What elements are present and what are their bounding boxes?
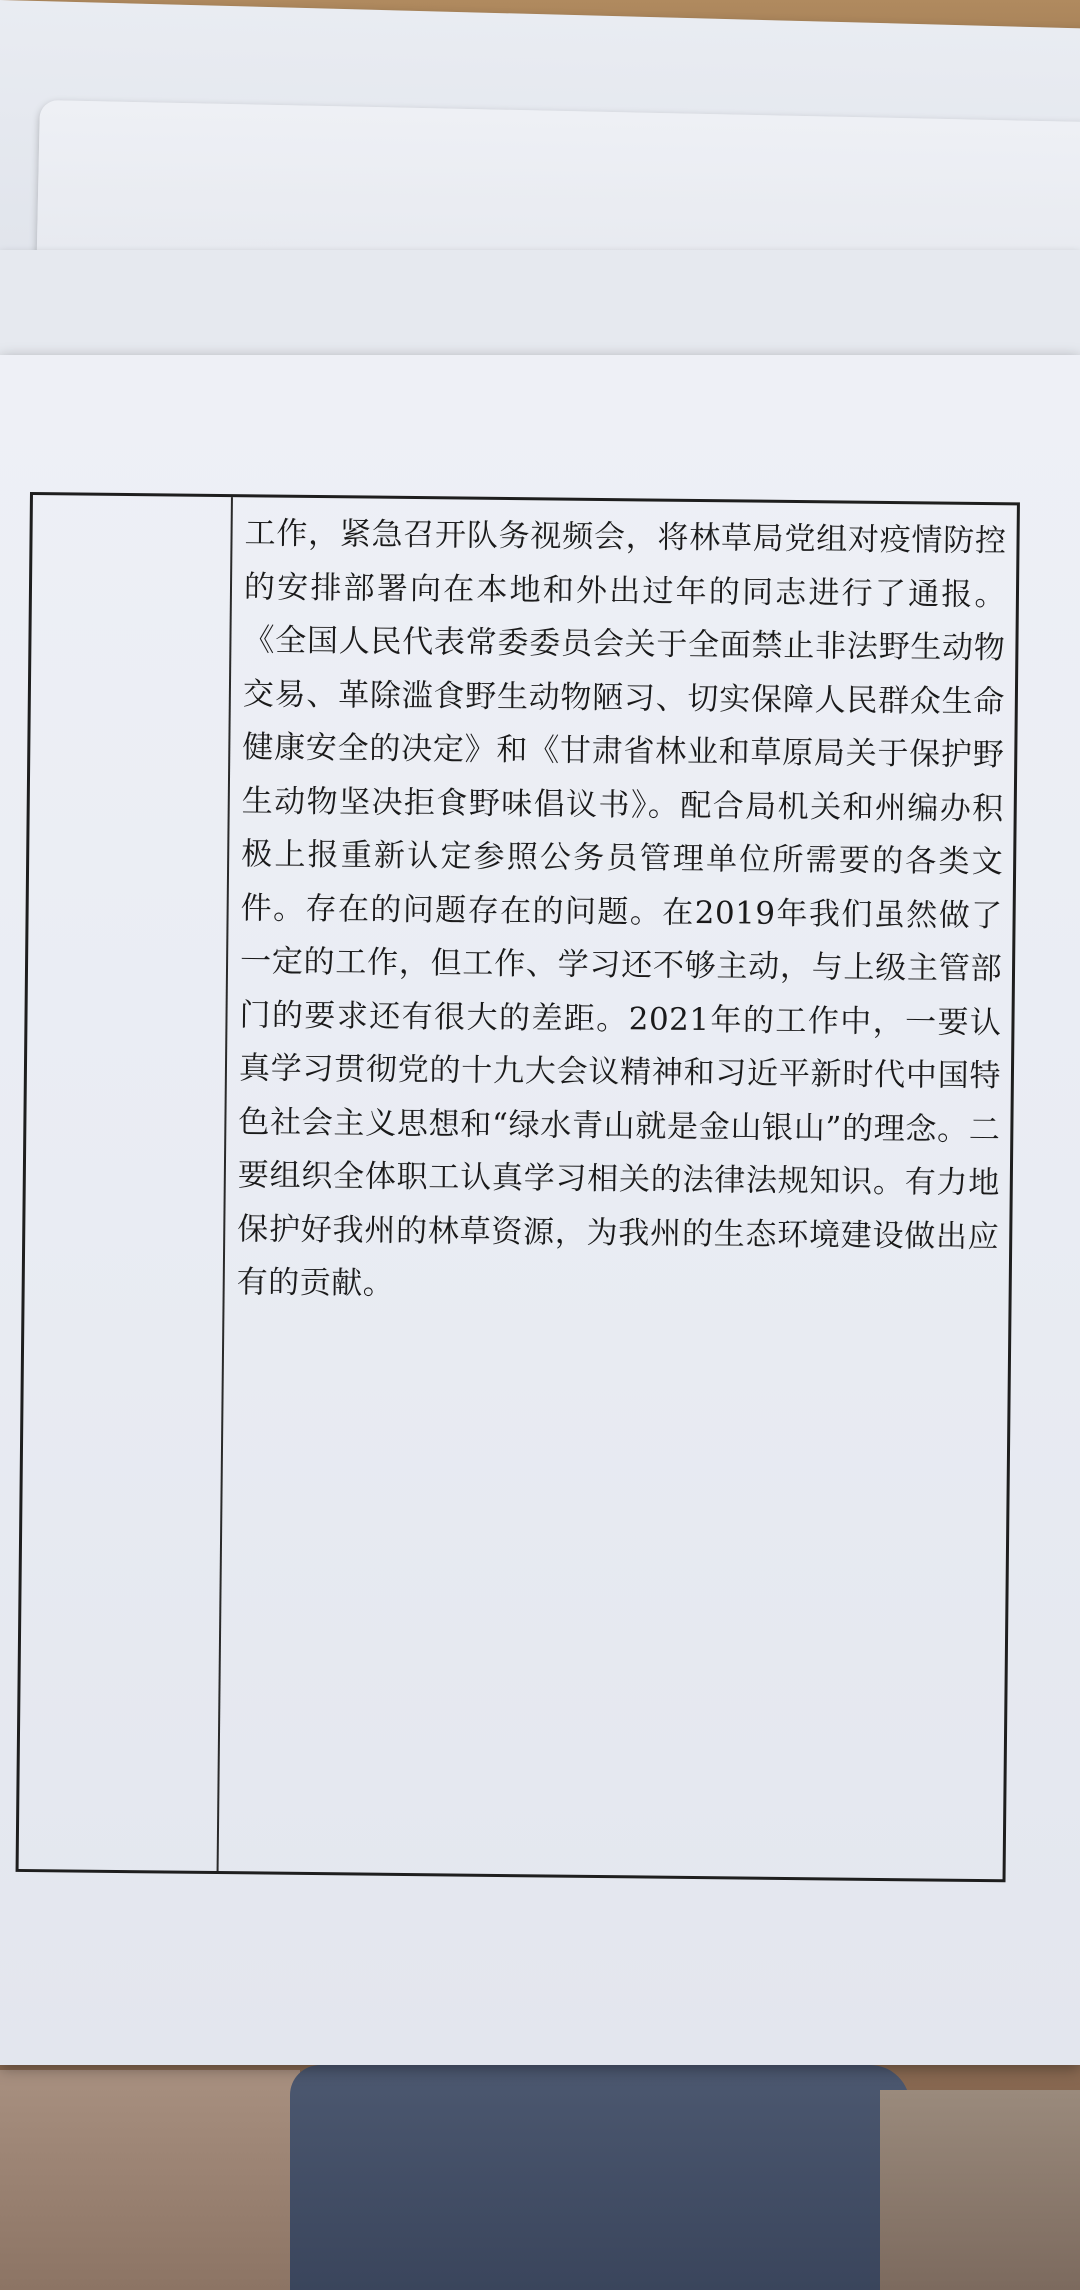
clothing-background (290, 2065, 910, 2290)
table-content-cell (219, 497, 1017, 1879)
floor-background (0, 2070, 300, 2290)
body-paragraph: 工作，紧急召开队务视频会，将林草局党组对疫情防控的安排部署向在本地和外出过年的同志进行了通报。《全国人民代表常委委员会关于全面禁止非法野生动物交易、革除滥食野生动物陋习、切实保障人民群众生命健康安全的决定》和《甘肃省林业和草原局关于保护野生动物坚决拒食野味倡议书》。配合局机关和州编办积极上报重新认定参照公务员管理单位所需要的各类文件。存在的问题存在的问题。在2019年我们虽然做了一定的工作，但工作、学习还不够主动，与上级主管部门的要求还有很大的差距。2021年的工作中，一要认真学习贯彻党的十九大会议精神和习近平新时代中国特色社会主义思想和“绿水青山就是金山银山”的理念。二要组织全体职工认真学习相关的法律法规知识。有力地保护好我州的林草资源，为我州的生态环境建设做出应有的贡献。 (236, 515, 1007, 1302)
clothing-background (880, 2090, 1080, 2290)
table-label-cell (19, 495, 233, 1871)
report-table (16, 492, 1020, 1882)
